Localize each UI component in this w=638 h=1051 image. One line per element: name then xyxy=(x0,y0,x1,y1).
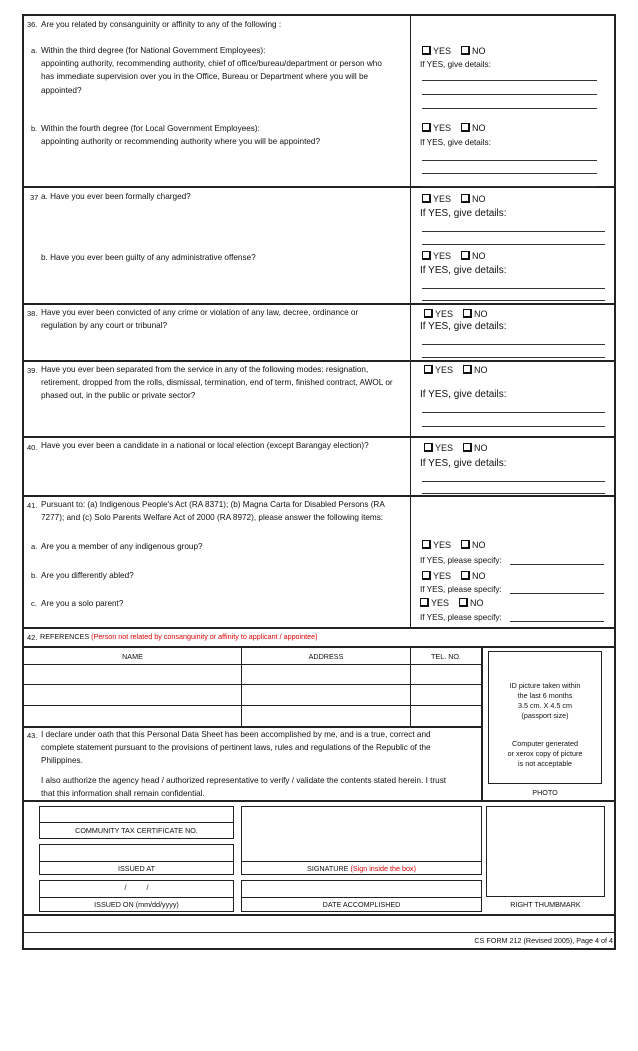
q37a-details-line[interactable] xyxy=(422,244,605,245)
yes-label: YES xyxy=(433,194,452,204)
q36b-details-label: If YES, give details: xyxy=(420,138,491,147)
q40-yes-no xyxy=(424,443,488,454)
no-label: NO xyxy=(474,365,488,375)
yes-checkbox[interactable] xyxy=(424,309,433,318)
q41c-question: Are you a solo parent? xyxy=(41,599,124,608)
no-label: NO xyxy=(472,123,486,133)
photo-note-4: (passport size) xyxy=(521,711,569,720)
photo-label: PHOTO xyxy=(532,788,558,797)
ctc-label: COMMUNITY TAX CERTIFICATE NO. xyxy=(75,826,198,835)
q42-number: 42. xyxy=(27,633,38,642)
yes-checkbox[interactable] xyxy=(424,365,433,374)
q41a-question: Are you a member of any indigenous group? xyxy=(41,542,203,551)
q40-details-label: If YES, give details: xyxy=(420,458,507,469)
divider xyxy=(23,495,615,497)
q41b-label: b. xyxy=(31,571,38,580)
q41a-yes-no xyxy=(422,540,486,551)
q39-details-line[interactable] xyxy=(422,426,605,427)
q39-details-line[interactable] xyxy=(422,412,605,413)
q40-details-line[interactable] xyxy=(422,481,605,482)
yes-checkbox[interactable] xyxy=(422,46,431,55)
q37a-details-line[interactable] xyxy=(422,231,605,232)
references-title: REFERENCES xyxy=(40,632,90,641)
q36a-details-label: If YES, give details: xyxy=(420,60,491,69)
no-checkbox[interactable] xyxy=(463,309,472,318)
q38-details-line[interactable] xyxy=(422,344,605,345)
no-checkbox[interactable] xyxy=(461,194,470,203)
q39-number: 39. xyxy=(27,366,38,375)
q36b-details-line[interactable] xyxy=(422,160,597,161)
divider xyxy=(23,303,615,305)
no-checkbox[interactable] xyxy=(461,123,470,132)
yes-label: YES xyxy=(433,123,452,133)
ref-row-3-address[interactable] xyxy=(242,706,410,726)
thumbmark-box[interactable] xyxy=(486,806,605,897)
no-checkbox[interactable] xyxy=(461,571,470,580)
no-label: NO xyxy=(470,598,484,608)
q36b-yes-no xyxy=(422,123,486,134)
issued-on-slashes: / / xyxy=(124,883,149,892)
q41c-specify-label: If YES, please specify: xyxy=(420,613,502,622)
divider xyxy=(39,861,234,862)
q41-number: 41. xyxy=(27,501,38,510)
q36-number: 36. xyxy=(27,20,38,29)
q37b-yes-no xyxy=(422,251,486,262)
q41-line2: 7277); and (c) Solo Parents Welfare Act of 2000 (RA 8972), please answer the following items: xyxy=(41,513,384,522)
q43-line5: that this information shall remain confidential. xyxy=(41,789,205,798)
issued-on-label: ISSUED ON (mm/dd/yyyy) xyxy=(94,900,179,909)
date-accomplished-label: DATE ACCOMPLISHED xyxy=(322,900,401,909)
yes-checkbox[interactable] xyxy=(420,598,429,607)
no-label: NO xyxy=(472,540,486,550)
yes-checkbox[interactable] xyxy=(424,443,433,452)
yes-label: YES xyxy=(433,46,452,56)
divider xyxy=(23,646,615,648)
q39-line1: Have you ever been separated from the service in any of the following modes: resignation, xyxy=(41,365,369,374)
thumbmark-label: RIGHT THUMBMARK xyxy=(510,900,581,909)
no-checkbox[interactable] xyxy=(463,365,472,374)
q41-line1: Pursuant to: (a) Indigenous People's Act (RA 8371); (b) Magna Carta for Disabled Persons (RA xyxy=(41,500,385,509)
no-checkbox[interactable] xyxy=(459,598,468,607)
q37a-details-label: If YES, give details: xyxy=(420,208,507,219)
ref-header-tel: TEL. NO. xyxy=(431,652,461,661)
q36b-title: Within the fourth degree (for Local Government Employees): xyxy=(41,124,260,133)
ref-row-2-name[interactable] xyxy=(24,685,241,705)
q36a-details-line[interactable] xyxy=(422,108,597,109)
photo-note-5: Computer generated xyxy=(512,739,578,748)
ref-header-name: NAME xyxy=(122,652,143,661)
q41a-specify-line[interactable] xyxy=(510,564,604,565)
q39-details-label: If YES, give details: xyxy=(420,389,507,400)
no-checkbox[interactable] xyxy=(461,46,470,55)
q43-line4: I also authorize the agency head / authorized representative to verify / validate the contents stated herein. I trust xyxy=(41,776,447,785)
no-label: NO xyxy=(474,443,488,453)
q37b-details-line[interactable] xyxy=(422,300,605,301)
references-note: (Person not related by consanguinity or affinity to applicant / appointee) xyxy=(91,632,318,641)
q36b-line1: appointing authority or recommending authority where you will be appointed? xyxy=(41,137,320,146)
q38-details-label: If YES, give details: xyxy=(420,321,507,332)
ref-row-2-address[interactable] xyxy=(242,685,410,705)
yes-label: YES xyxy=(433,251,452,261)
q41c-specify-line[interactable] xyxy=(510,621,604,622)
q43-number: 43. xyxy=(27,731,38,740)
q37b-details-label: If YES, give details: xyxy=(420,265,507,276)
signature-label xyxy=(241,864,482,874)
yes-label: YES xyxy=(431,598,450,608)
q40-line1: Have you ever been a candidate in a national or local election (except Barangay election)? xyxy=(41,441,369,450)
no-label: NO xyxy=(472,46,486,56)
q37a-question: a. Have you ever been formally charged? xyxy=(41,192,191,201)
q36a-line2: has immediate supervision over you in the Office, Bureau or Department where you will be xyxy=(41,72,369,81)
photo-note-1: ID picture taken within xyxy=(509,681,581,690)
q36a-line1: appointing authority, recommending authority, chief of office/bureau/department or person who xyxy=(41,59,382,68)
photo-note-2: the last 6 months xyxy=(517,691,573,700)
yes-label: YES xyxy=(435,443,454,453)
q37a-yes-no xyxy=(422,194,486,205)
q36a-line3: appointed? xyxy=(41,86,82,95)
yes-checkbox[interactable] xyxy=(422,540,431,549)
yes-checkbox[interactable] xyxy=(422,194,431,203)
q39-line3: phased out, in the public or private sector? xyxy=(41,391,196,400)
q42-title xyxy=(40,632,318,642)
yes-label: YES xyxy=(435,365,454,375)
q43-line1: I declare under oath that this Personal Data Sheet has been accomplished by me, and is a true, correct and xyxy=(41,730,431,739)
divider xyxy=(23,914,615,916)
photo-note-6: or xerox copy of picture xyxy=(507,749,583,758)
q41c-yes-no xyxy=(420,598,484,609)
q38-line1: Have you ever been convicted of any crime or violation of any law, decree, ordinance or xyxy=(41,308,359,317)
ref-row-2-tel[interactable] xyxy=(411,685,481,705)
yes-label: YES xyxy=(435,309,454,319)
no-checkbox[interactable] xyxy=(463,443,472,452)
q36a-details-line[interactable] xyxy=(422,80,597,81)
divider xyxy=(241,897,482,898)
ref-row-3-tel[interactable] xyxy=(411,706,481,726)
q41c-label: c. xyxy=(31,599,37,608)
divider xyxy=(23,627,615,629)
divider xyxy=(39,897,234,898)
yes-checkbox[interactable] xyxy=(422,571,431,580)
signature-note: (Sign inside the box) xyxy=(350,864,416,873)
q41b-question: Are you differently abled? xyxy=(41,571,134,580)
q37b-details-line[interactable] xyxy=(422,288,605,289)
q40-details-line[interactable] xyxy=(422,493,605,494)
q38-line2: regulation by any court or tribunal? xyxy=(41,321,168,330)
photo-note-3: 3.5 cm. X 4.5 cm xyxy=(518,701,572,710)
q38-yes-no xyxy=(424,309,488,320)
issued-at-label: ISSUED AT xyxy=(117,864,155,873)
no-label: NO xyxy=(472,251,486,261)
yes-label: YES xyxy=(433,571,452,581)
q36-question: Are you related by consanguinity or affinity to any of the following : xyxy=(41,20,282,29)
yes-checkbox[interactable] xyxy=(422,123,431,132)
q38-number: 38. xyxy=(27,309,38,318)
signature-title: SIGNATURE xyxy=(307,864,349,873)
q38-details-line[interactable] xyxy=(422,357,605,358)
ref-header-address: ADDRESS xyxy=(308,652,344,661)
no-checkbox[interactable] xyxy=(461,251,470,260)
divider xyxy=(23,932,615,933)
q40-number: 40. xyxy=(27,443,38,452)
photo-note-7: is not acceptable xyxy=(518,759,572,768)
no-label: NO xyxy=(472,571,486,581)
q43-line3: Philippines. xyxy=(41,756,83,765)
q36a-title: Within the third degree (for National Government Employees): xyxy=(41,46,266,55)
divider xyxy=(23,360,615,362)
q36b-details-line[interactable] xyxy=(422,186,597,187)
no-checkbox[interactable] xyxy=(461,540,470,549)
divider xyxy=(23,800,615,802)
q41a-label: a. xyxy=(31,542,38,551)
q36a-yes-no xyxy=(422,46,486,57)
ref-row-1-tel[interactable] xyxy=(411,665,481,684)
ref-row-3-name[interactable] xyxy=(24,706,241,726)
q36b-details-line[interactable] xyxy=(422,173,597,174)
q41b-specify-label: If YES, please specify: xyxy=(420,585,502,594)
ref-row-1-address[interactable] xyxy=(242,665,410,684)
form-footer: CS FORM 212 (Revised 2005), Page 4 of 4 xyxy=(474,936,613,945)
divider xyxy=(23,436,615,438)
q36b-label: b. xyxy=(31,124,38,133)
q41a-specify-label: If YES, please specify: xyxy=(420,556,502,565)
q41b-specify-line[interactable] xyxy=(510,593,604,594)
yes-label: YES xyxy=(433,540,452,550)
yes-checkbox[interactable] xyxy=(422,251,431,260)
q36a-label: a. xyxy=(31,46,38,55)
divider xyxy=(241,861,482,862)
q43-line2: complete statement pursuant to the provisions of pertinent laws, rules and regulations of the Republic of the xyxy=(41,743,431,752)
q41b-yes-no xyxy=(422,571,486,582)
q37-number: 37 xyxy=(30,193,39,202)
no-label: NO xyxy=(474,309,488,319)
q37b-question: b. Have you ever been guilty of any administrative offense? xyxy=(41,253,256,262)
ref-row-1-name[interactable] xyxy=(24,665,241,684)
q39-yes-no xyxy=(424,365,488,376)
no-label: NO xyxy=(472,194,486,204)
divider xyxy=(410,16,411,628)
divider xyxy=(481,647,483,800)
q36a-details-line[interactable] xyxy=(422,94,597,95)
divider xyxy=(39,822,234,823)
q39-line2: retirement, dropped from the rolls, dismissal, termination, end of term, finished contract, AWOL or xyxy=(41,378,393,387)
